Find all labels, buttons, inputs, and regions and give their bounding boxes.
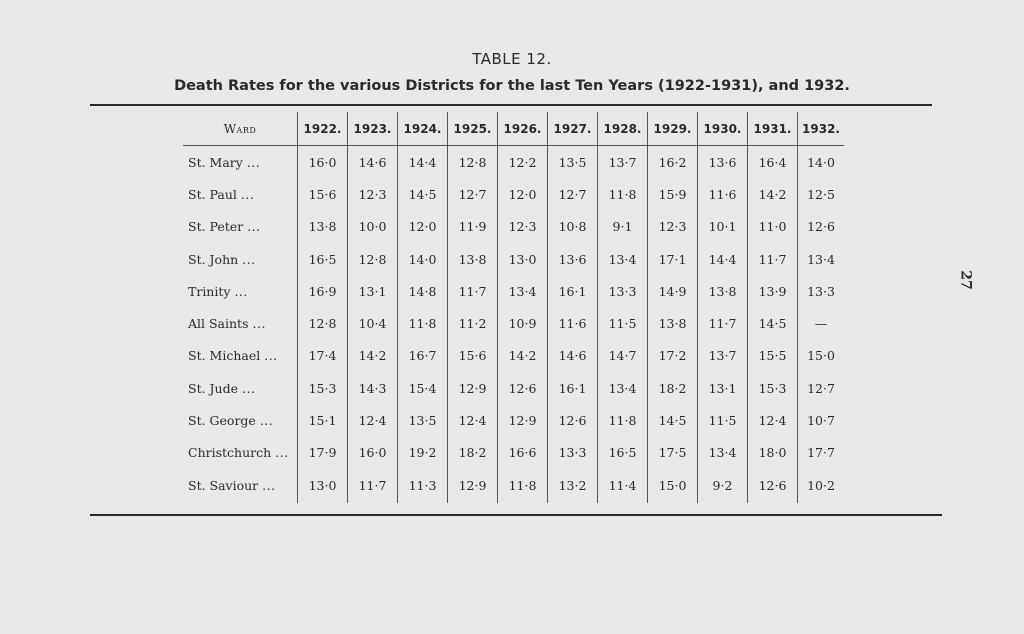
rate-cell: 13·9: [748, 275, 798, 307]
rate-cell: 15·0: [648, 469, 698, 503]
rate-cell: 12·4: [348, 404, 398, 436]
rate-cell: 10·8: [548, 211, 598, 243]
rate-cell: 16·9: [298, 275, 348, 307]
rate-cell: 15·5: [748, 340, 798, 372]
rate-cell: 13·4: [698, 437, 748, 469]
rate-cell: 13·6: [548, 243, 598, 275]
leader-dots: ...: [262, 478, 276, 494]
table-row: [183, 437, 844, 469]
ward-cell: [183, 404, 298, 436]
rate-cell: 17·7: [798, 437, 845, 469]
rate-cell: 16·5: [298, 243, 348, 275]
ward-cell: [183, 469, 298, 503]
ward-column-header: Ward: [183, 112, 298, 146]
rate-cell: 13·2: [548, 469, 598, 503]
leader-dots: ...: [242, 380, 256, 396]
rate-cell: 13·4: [498, 275, 548, 307]
rate-cell: 13·4: [598, 372, 648, 404]
rate-cell: 12·4: [748, 404, 798, 436]
rate-cell: 12·2: [498, 146, 548, 179]
rate-cell: 16·0: [298, 146, 348, 179]
ward-cell: [183, 178, 298, 210]
leader-dots: ...: [252, 316, 266, 332]
rate-cell: 12·7: [798, 372, 845, 404]
death-rates-table: [183, 112, 844, 503]
leader-dots: ...: [246, 154, 261, 170]
ward-cell: [183, 437, 298, 469]
rate-cell: 15·3: [298, 372, 348, 404]
page-number: 27: [957, 270, 974, 290]
table-row: [183, 340, 844, 372]
rate-cell: 12·8: [348, 243, 398, 275]
rate-cell: 12·3: [498, 211, 548, 243]
leader-dots: ...: [247, 219, 261, 235]
rate-cell: 16·2: [648, 146, 698, 179]
rate-cell: 15·6: [298, 178, 348, 210]
leader-dots: ...: [234, 283, 248, 299]
rate-cell: 13·0: [498, 243, 548, 275]
leader-dots: ...: [264, 348, 278, 364]
year-header: 1927.: [548, 112, 598, 146]
rate-cell: 9·1: [598, 211, 648, 243]
rate-cell: 11·0: [748, 211, 798, 243]
table-subtitle: Death Rates for the various Districts for the last Ten Years (1922-1931), and 1932.: [174, 78, 850, 94]
rate-cell: 10·4: [348, 307, 398, 339]
rate-cell: 11·8: [498, 469, 548, 503]
rate-cell: 10·2: [798, 469, 845, 503]
rate-cell: 12·3: [648, 211, 698, 243]
ward-name: Christchurch: [188, 445, 272, 461]
rate-cell: 14·9: [648, 275, 698, 307]
table-row: [183, 178, 844, 210]
rate-cell: 15·1: [298, 404, 348, 436]
ward-name: All Saints: [188, 316, 249, 332]
rate-cell: 17·5: [648, 437, 698, 469]
rate-cell: 14·2: [748, 178, 798, 210]
rate-cell: 12·9: [448, 372, 498, 404]
rate-cell: 13·8: [648, 307, 698, 339]
ward-cell: [183, 340, 298, 372]
rate-cell: —: [798, 307, 845, 339]
rate-cell: 19·2: [398, 437, 448, 469]
rate-cell: 15·3: [748, 372, 798, 404]
rate-cell: 12·7: [548, 178, 598, 210]
rate-cell: 10·9: [498, 307, 548, 339]
ward-name: St. Paul: [188, 186, 237, 202]
rate-cell: 12·8: [298, 307, 348, 339]
rate-cell: 13·3: [798, 275, 845, 307]
rate-cell: 11·8: [398, 307, 448, 339]
year-header: 1930.: [698, 112, 748, 146]
rate-cell: 16·6: [498, 437, 548, 469]
rate-cell: 11·7: [348, 469, 398, 503]
year-header: 1931.: [748, 112, 798, 146]
rate-cell: 11·7: [698, 307, 748, 339]
rate-cell: 14·0: [398, 243, 448, 275]
table-row: [183, 243, 844, 275]
rate-cell: 11·6: [698, 178, 748, 210]
ward-cell: [183, 146, 298, 179]
rate-cell: 13·1: [698, 372, 748, 404]
year-header: 1928.: [598, 112, 648, 146]
rate-cell: 10·1: [698, 211, 748, 243]
rate-cell: 11·7: [748, 243, 798, 275]
table-row: [183, 404, 844, 436]
rate-cell: 15·9: [648, 178, 698, 210]
rate-cell: 12·3: [348, 178, 398, 210]
rate-cell: 17·2: [648, 340, 698, 372]
leader-dots: ...: [259, 413, 274, 429]
ward-cell: [183, 307, 298, 339]
table-title: TABLE 12.: [472, 50, 552, 68]
rate-cell: 11·6: [548, 307, 598, 339]
rate-cell: 13·7: [698, 340, 748, 372]
ward-name: St. John: [188, 251, 239, 267]
rate-cell: 12·7: [448, 178, 498, 210]
ward-name: St. Saviour: [188, 478, 259, 494]
rate-cell: 14·0: [798, 146, 845, 179]
rate-cell: 18·2: [648, 372, 698, 404]
rate-cell: 13·7: [598, 146, 648, 179]
rate-cell: 14·2: [498, 340, 548, 372]
ward-name: St. Jude: [188, 380, 238, 396]
rate-cell: 13·1: [348, 275, 398, 307]
rate-cell: 15·4: [398, 372, 448, 404]
table-row: [183, 469, 844, 503]
rate-cell: 16·7: [398, 340, 448, 372]
rate-cell: 12·4: [448, 404, 498, 436]
rate-cell: 15·6: [448, 340, 498, 372]
year-header: 1926.: [498, 112, 548, 146]
ward-cell: [183, 275, 298, 307]
rate-cell: 12·9: [448, 469, 498, 503]
year-header: 1929.: [648, 112, 698, 146]
rate-cell: 11·3: [398, 469, 448, 503]
rate-cell: 15·0: [798, 340, 845, 372]
rate-cell: 14·4: [698, 243, 748, 275]
rate-cell: 18·0: [748, 437, 798, 469]
year-header: 1923.: [348, 112, 398, 146]
rate-cell: 16·1: [548, 372, 598, 404]
rate-cell: 14·5: [648, 404, 698, 436]
bottom-rule: [90, 514, 942, 516]
year-header: 1924.: [398, 112, 448, 146]
rate-cell: 17·1: [648, 243, 698, 275]
rate-cell: 9·2: [698, 469, 748, 503]
rate-cell: 16·1: [548, 275, 598, 307]
ward-name: St. Mary: [188, 154, 243, 170]
rate-cell: 17·4: [298, 340, 348, 372]
rate-cell: 14·6: [348, 146, 398, 179]
rate-cell: 10·7: [798, 404, 845, 436]
table-row: [183, 307, 844, 339]
rate-cell: 14·5: [748, 307, 798, 339]
rate-cell: 11·8: [598, 178, 648, 210]
table-row: [183, 372, 844, 404]
rate-cell: 12·0: [498, 178, 548, 210]
top-rule: [90, 104, 932, 106]
rate-cell: 12·5: [798, 178, 845, 210]
rate-cell: 11·7: [448, 275, 498, 307]
rate-cell: 13·4: [598, 243, 648, 275]
table-row: [183, 146, 844, 179]
rate-cell: 13·8: [298, 211, 348, 243]
rate-cell: 14·5: [398, 178, 448, 210]
ward-name: Trinity: [188, 283, 231, 299]
rate-cell: 14·6: [548, 340, 598, 372]
rate-cell: 13·8: [448, 243, 498, 275]
table-row: [183, 275, 844, 307]
rate-cell: 16·0: [348, 437, 398, 469]
header-row: [183, 112, 844, 146]
ward-cell: [183, 243, 298, 275]
rate-cell: 17·9: [298, 437, 348, 469]
rate-cell: 13·3: [548, 437, 598, 469]
rate-cell: 16·4: [748, 146, 798, 179]
ward-name: St. Peter: [188, 219, 244, 235]
leader-dots: ...: [275, 445, 289, 461]
rate-cell: 13·8: [698, 275, 748, 307]
rate-cell: 12·9: [498, 404, 548, 436]
rate-cell: 12·6: [798, 211, 845, 243]
leader-dots: ...: [240, 186, 255, 202]
year-header: 1922.: [298, 112, 348, 146]
year-header: 1932.: [798, 112, 845, 146]
rate-cell: 12·8: [448, 146, 498, 179]
rate-cell: 11·4: [598, 469, 648, 503]
rate-cell: 11·9: [448, 211, 498, 243]
rate-cell: 13·5: [398, 404, 448, 436]
rate-cell: 14·3: [348, 372, 398, 404]
leader-dots: ...: [242, 251, 256, 267]
rate-cell: 13·3: [598, 275, 648, 307]
ward-cell: [183, 211, 298, 243]
rate-cell: 12·6: [548, 404, 598, 436]
ward-name: St. Michael: [188, 348, 261, 364]
rate-cell: 12·0: [398, 211, 448, 243]
rate-cell: 11·5: [698, 404, 748, 436]
rate-cell: 11·2: [448, 307, 498, 339]
rate-cell: 11·8: [598, 404, 648, 436]
rate-cell: 13·5: [548, 146, 598, 179]
rate-cell: 14·8: [398, 275, 448, 307]
ward-name: St. George: [188, 413, 256, 429]
rate-cell: 11·5: [598, 307, 648, 339]
table-row: [183, 211, 844, 243]
rate-cell: 14·4: [398, 146, 448, 179]
rate-cell: 16·5: [598, 437, 648, 469]
rate-cell: 14·2: [348, 340, 398, 372]
rate-cell: 13·4: [798, 243, 845, 275]
rate-cell: 14·7: [598, 340, 648, 372]
rate-cell: 18·2: [448, 437, 498, 469]
rate-cell: 12·6: [498, 372, 548, 404]
rate-cell: 13·0: [298, 469, 348, 503]
rate-cell: 13·6: [698, 146, 748, 179]
rate-cell: 12·6: [748, 469, 798, 503]
year-header: 1925.: [448, 112, 498, 146]
ward-cell: [183, 372, 298, 404]
rate-cell: 10·0: [348, 211, 398, 243]
